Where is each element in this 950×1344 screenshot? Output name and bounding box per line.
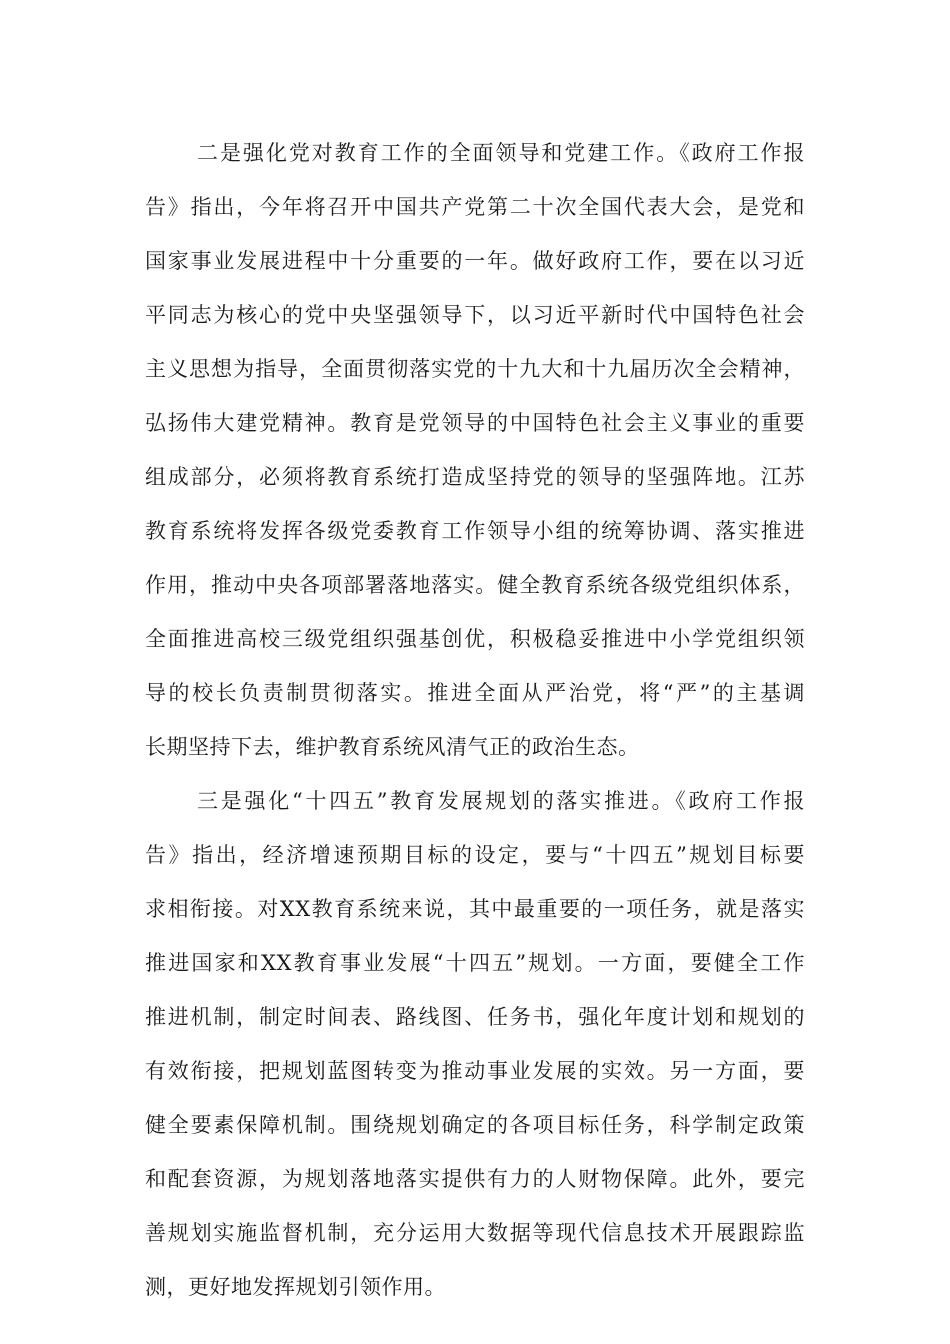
- text-line: 善规划实施监督机制，充分运用大数据等现代信息技术开展跟踪监: [145, 1221, 805, 1245]
- document-body: [145, 126, 805, 1314]
- text-line: 推进国家和XX教育事业发展“十四五”规划。一方面，要健全工作: [145, 951, 805, 975]
- text-line: 长期坚持下去，维护教育系统风清气正的政治生态。: [145, 735, 640, 759]
- text-line: 和配套资源，为规划落地落实提供有力的人财物保障。此外，要完: [145, 1167, 805, 1191]
- text-line: 求相衔接。对XX教育系统来说，其中最重要的一项任务，就是落实: [145, 897, 805, 921]
- text-line: 弘扬伟大建党精神。教育是党领导的中国特色社会主义事业的重要: [145, 411, 805, 435]
- text-line: 主义思想为指导，全面贯彻落实党的十九大和十九届历次全会精神，: [145, 357, 805, 381]
- text-line: 告》指出，经济增速预期目标的设定，要与“十四五”规划目标要: [145, 843, 805, 867]
- text-line: 国家事业发展进程中十分重要的一年。做好政府工作，要在以习近: [145, 249, 805, 273]
- text-line: 平同志为核心的党中央坚强领导下，以习近平新时代中国特色社会: [145, 303, 805, 327]
- text-line: 测，更好地发挥规划引领作用。: [145, 1275, 446, 1299]
- text-line: 教育系统将发挥各级党委教育工作领导小组的统筹协调、落实推进: [145, 519, 805, 543]
- text-line: 有效衔接，把规划蓝图转变为推动事业发展的实效。另一方面，要: [145, 1059, 805, 1083]
- text-line: 作用，推动中央各项部署落地落实。健全教育系统各级党组织体系，: [145, 573, 805, 597]
- text-line: 组成部分，必须将教育系统打造成坚持党的领导的坚强阵地。江苏: [145, 465, 805, 489]
- paragraph-five-year-plan: [145, 774, 805, 1314]
- text-line: 推进机制，制定时间表、路线图、任务书，强化年度计划和规划的: [145, 1005, 805, 1029]
- text-line: 三是强化“十四五”教育发展规划的落实推进。《政府工作报: [197, 789, 805, 813]
- text-line: 导的校长负责制贯彻落实。推进全面从严治党，将“严”的主基调: [145, 681, 805, 705]
- text-line: 全面推进高校三级党组织强基创优，积极稳妥推进中小学党组织领: [145, 627, 805, 651]
- text-line: 二是强化党对教育工作的全面领导和党建工作。《政府工作报: [197, 141, 805, 165]
- paragraph-party-leadership: [145, 126, 805, 774]
- text-line: 告》指出，今年将召开中国共产党第二十次全国代表大会，是党和: [145, 195, 805, 219]
- text-line: 健全要素保障机制。围绕规划确定的各项目标任务，科学制定政策: [145, 1113, 805, 1137]
